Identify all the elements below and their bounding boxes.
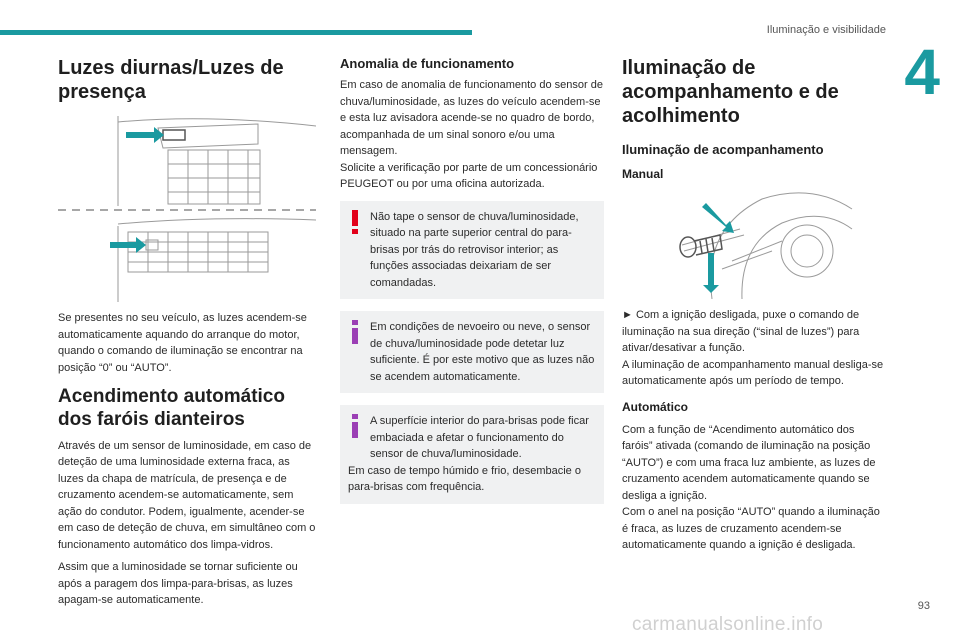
header-accent-bar <box>0 30 472 35</box>
column-2 <box>340 56 604 516</box>
auto-headlights-text-2: Assim que a luminosidade se tornar suficiente ou após a paragem dos limpa-para-brisas, as luzes apagam-se automaticamente. <box>58 561 298 607</box>
manual-heading: Manual <box>622 167 664 181</box>
follow-me-home-subtitle: Iluminação de acompanhamento <box>622 142 824 157</box>
daytime-lights-illustration <box>58 116 316 302</box>
warning-note-text: Não tape o sensor de chuva/luminosidade, situado na parte superior central do para-brisas por trás do retrovisor interior; as funções associadas deixariam de ser comandadas. <box>370 210 579 289</box>
info-note-fog-text: Em condições de nevoeiro ou neve, o sensor de chuva/luminosidade pode detetar luz suficiente. É por este motivo que as luzes não se acendem automaticamente. <box>370 321 595 383</box>
car-front-lights-drawing <box>58 116 316 302</box>
auto-headlights-text-1: Através de um sensor de luminosidade, em caso de deteção de uma luminosidade externa fraca, as luzes da chapa de matrícula, de presença e de cruzamento acendem-se automaticamente, sem ação do condutor. Podem, igualmente, acender-se em caso de deteção de chuva, em simultâneo com o funcionamento automático dos limpa-vidros. <box>58 439 316 551</box>
info-note-windscreen-text-2: Em caso de tempo húmido e frio, desembacie o para-brisas com frequência. <box>348 464 581 493</box>
watermark: carmanualsonline.info <box>632 614 824 635</box>
info-icon <box>348 319 362 345</box>
automatic-heading: Automático <box>622 399 688 414</box>
info-note-windscreen <box>340 405 604 504</box>
column-3 <box>622 56 884 560</box>
page-number: 93 <box>917 600 930 612</box>
auto-headlights-title: Acendimento automático dos faróis dianteiros <box>58 386 285 430</box>
warning-note <box>340 201 604 300</box>
column-1 <box>58 56 316 615</box>
info-icon <box>348 413 362 439</box>
automatic-text-2: Com o anel na posição “AUTO” quando a iluminação é fraca, as luzes de cruzamento acendem-se automaticamente quando a ignição é desligada. <box>622 506 880 551</box>
manual-text-1: ► Com a ignição desligada, puxe o comando de iluminação na sua direção (“sinal de luzes”) para ativar/desativar a função. <box>622 309 860 354</box>
malfunction-text-2: Solicite a verificação por parte de um concessionário PEUGEOT ou por uma oficina autorizada. <box>340 161 598 190</box>
info-note-windscreen-text-1: A superfície interior do para-brisas pode ficar embaciada e afetar o funcionamento do sensor de chuva/luminosidade. <box>370 415 589 460</box>
daytime-lights-title: Luzes diurnas/Luzes de presença <box>58 57 284 103</box>
malfunction-text-1: Em caso de anomalia de funcionamento do sensor de chuva/luminosidade, as luzes do veículo acendem-se e esta luz avisadora acende-se no quadro de bordo, acompanhada de um sinal sonoro e/ou uma mensagem. <box>340 79 603 157</box>
info-note-fog <box>340 311 604 393</box>
manual-text-2: A iluminação de acompanhamento manual desliga-se automaticamente após um período de tempo. <box>622 358 884 387</box>
section-header-title: Iluminação e visibilidade <box>766 24 886 36</box>
malfunction-title: Anomalia de funcionamento <box>340 56 515 71</box>
automatic-text-1: Com a função de “Acendimento automático dos faróis” ativada (comando de iluminação na posição “AUTO”) e com uma fraca luz ambiente, as luzes de cruzamento acendem automaticamente quando se desliga a ignição. <box>622 423 876 502</box>
daytime-lights-text: Se presentes no seu veículo, as luzes acendem-se automaticamente aquando do arranque do motor, quando o comando de iluminação se encontrar na posição “0” ou “AUTO”. <box>58 312 307 374</box>
lighting-stalk-illustration <box>622 189 884 299</box>
exclamation-icon <box>348 209 362 235</box>
chapter-number: 4 <box>904 36 940 108</box>
steering-stalk-drawing <box>622 189 884 299</box>
follow-me-home-title: Iluminação de acompanhamento e de acolhimento <box>622 57 839 127</box>
